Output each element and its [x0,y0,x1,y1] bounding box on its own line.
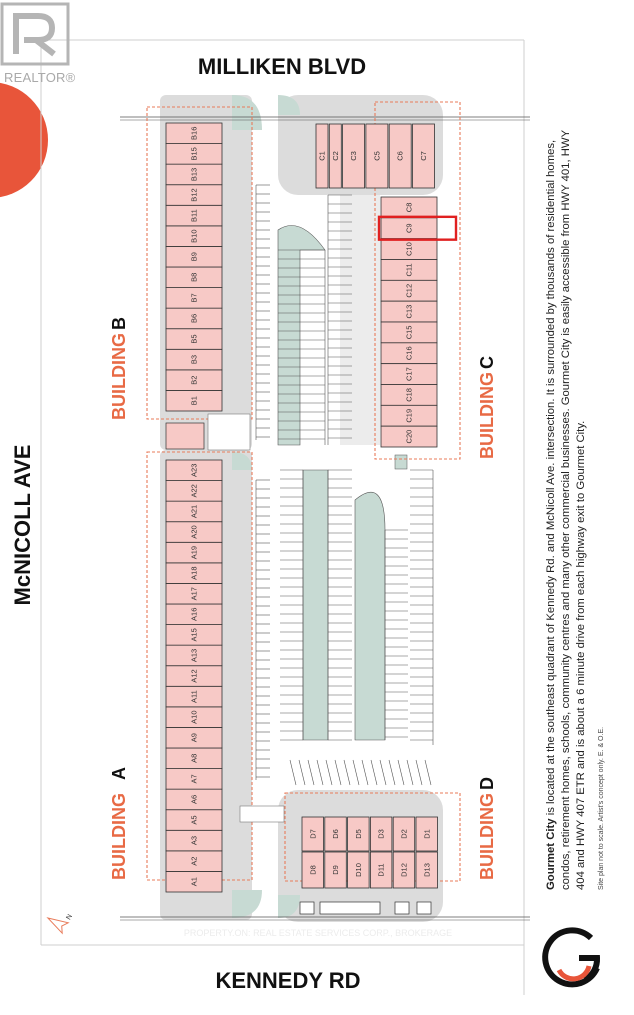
unit-c1 [316,124,328,188]
unit-c9 [381,218,437,239]
unit-label: B9 [189,252,199,262]
building-a-label [109,767,129,880]
unit-c19 [381,405,437,426]
unit-c8 [381,197,437,218]
unit-d12 [393,852,415,888]
building-b-letter: B [109,317,129,330]
unit-a20 [166,522,222,543]
unit-a9 [166,727,222,748]
building-c-label [477,356,497,459]
landscape-island-3 [355,492,385,740]
b-service-area [208,414,250,450]
unit-a12 [166,666,222,687]
unit-d1 [416,817,438,851]
unit-a8 [166,748,222,769]
building-a-units [166,460,222,892]
unit-label: C13 [404,304,414,319]
unit-c7 [413,124,435,188]
unit-label: C17 [404,367,414,381]
unit-b9 [166,246,222,267]
unit-label: C16 [404,346,414,361]
unit-label: B13 [189,167,199,182]
unit-label: A20 [189,525,199,539]
street-west: McNICOLL AVE [10,444,35,606]
unit-label: A10 [189,710,199,724]
unit-d10 [348,852,370,888]
unit-label: B15 [189,147,199,161]
unit-b8 [166,267,222,288]
unit-a22 [166,481,222,502]
unit-b5 [166,329,222,350]
unit-b3 [166,349,222,370]
unit-a13 [166,645,222,666]
unit-label: D9 [331,865,341,875]
unit-d13 [416,852,438,888]
unit-a21 [166,501,222,522]
unit-c11 [381,260,437,281]
unit-b6 [166,308,222,329]
unit-a23 [166,460,222,481]
unit-label: A15 [189,628,199,642]
unit-a2 [166,851,222,872]
unit-label: A18 [189,566,199,580]
unit-c10 [381,239,437,260]
unit-b15 [166,144,222,165]
unit-label: B7 [189,293,199,303]
unit-a11 [166,686,222,707]
unit-label: D10 [353,863,363,877]
building-a-letter: A [109,767,129,780]
unit-c18 [381,385,437,406]
unit-c6 [389,124,411,188]
unit-b13 [166,164,222,185]
unit-label: B5 [189,334,199,344]
north-arrow-icon [45,906,74,934]
unit-label: B6 [189,313,199,324]
unit-d11 [370,852,392,888]
unit-label: B11 [189,209,199,222]
unit-label: C19 [404,408,414,423]
street-south: KENNEDY RD [215,968,361,993]
unit-d9 [325,852,347,888]
unit-label: B12 [189,188,199,202]
unit-d7 [302,817,324,851]
unit-label: C10 [404,242,414,256]
description-line-2: condos, retirement homes, schools, community centres and many other commercial businesses. Gourmet City is easily accessible from HWY 401, HWY [560,129,572,890]
unit-label: C8 [404,202,414,213]
unit-d3 [370,817,392,851]
unit-label: A7 [189,774,199,784]
description-block [545,129,605,890]
unit-a3 [166,830,222,851]
site-plan-note: Site plan not to scale. Artist's concept only. E. & O.E. [598,726,605,890]
unit-b12 [166,185,222,206]
unit-label: D6 [331,829,341,839]
unit-label: B3 [189,354,199,365]
b-end-structure [166,423,204,449]
unit-b7 [166,288,222,309]
unit-label: B2 [189,375,199,385]
unit-label: A8 [189,753,199,763]
unit-label: D13 [422,863,432,877]
unit-c13 [381,301,437,322]
unit-label: A17 [189,587,199,601]
unit-label: A12 [189,669,199,683]
unit-c15 [381,322,437,343]
unit-c20 [381,426,437,447]
gourmet-city-logo-icon [545,930,597,984]
unit-b11 [166,205,222,226]
description-line-1: Gourmet City is located at the southeast quadrant of Kennedy Rd. and McNicoll Ave. intersection. It is surrounded by thousands of residential homes, [545,139,557,890]
landscape-corner-4 [232,890,262,918]
lot-c-drive [340,195,380,445]
unit-a5 [166,810,222,831]
unit-label: A16 [189,607,199,621]
unit-label: B10 [189,229,199,243]
unit-label: D3 [376,829,386,839]
unit-label: C12 [404,283,414,298]
building-c-prefix: BUILDING [477,372,497,459]
landscape-corner-2 [232,95,262,130]
unit-label: C18 [404,388,414,402]
unit-label: D5 [353,829,363,839]
unit-label: A22 [189,484,199,498]
unit-label: A19 [189,545,199,560]
building-b-units [166,123,222,411]
unit-a6 [166,789,222,810]
landscape-square [395,455,407,469]
unit-label: D8 [308,865,318,875]
unit-d2 [393,817,415,851]
unit-label: A9 [189,733,199,743]
unit-a15 [166,625,222,646]
unit-label: D7 [308,829,318,839]
building-b-label [109,317,129,420]
building-d-prefix: BUILDING [477,793,497,880]
unit-label: A1 [189,877,199,887]
brokerage-watermark: PROPERTY.ON: REAL ESTATE SERVICES CORP., BROKERAGE [183,928,453,938]
building-a-prefix: BUILDING [109,793,129,880]
svg-text:N: N [65,913,74,922]
unit-label: B16 [189,126,199,140]
unit-label: D11 [376,863,386,877]
unit-label: D1 [422,829,432,839]
unit-d8 [302,852,324,888]
unit-label: C1 [317,151,327,161]
unit-a10 [166,707,222,728]
unit-label: D12 [399,863,409,877]
a-d-connector [240,806,284,822]
street-north: MILLIKEN BLVD [197,54,367,79]
unit-label: C9 [404,223,414,234]
unit-label: A23 [189,463,199,477]
unit-label: C3 [349,151,359,161]
unit-label: C2 [330,151,340,161]
unit-label: B1 [189,396,199,406]
unit-label: C6 [395,151,405,161]
unit-b10 [166,226,222,247]
unit-a1 [166,871,222,892]
unit-c16 [381,343,437,364]
unit-c2 [329,124,341,188]
unit-a7 [166,769,222,790]
building-c-letter: C [477,356,497,369]
unit-a17 [166,583,222,604]
unit-c5 [366,124,388,188]
unit-label: C11 [404,263,414,277]
unit-label: C5 [372,151,382,161]
unit-d5 [348,817,370,851]
unit-a16 [166,604,222,625]
landscape-island-2 [303,470,328,740]
building-b-prefix: BUILDING [109,333,129,420]
realtor-label: REALTOR® [4,70,76,85]
unit-label: A3 [189,835,199,846]
unit-label: A13 [189,648,199,663]
unit-label: A21 [189,504,199,519]
unit-d6 [325,817,347,851]
unit-b1 [166,390,222,411]
unit-c3 [343,124,365,188]
unit-b16 [166,123,222,144]
unit-c17 [381,364,437,385]
description-line-3: 404 and HWY 407 ETR and is about a 6 minute drive from each highway exit to Gourmet City. [575,420,587,890]
building-d-label [477,777,497,880]
unit-a19 [166,542,222,563]
building-d-letter: D [477,777,497,790]
unit-label: D2 [399,829,409,839]
unit-label: C15 [404,325,414,340]
unit-label: A11 [189,690,199,703]
unit-c12 [381,280,437,301]
unit-a18 [166,563,222,584]
unit-label: A2 [189,856,199,866]
unit-label: A5 [189,815,199,825]
unit-label: C20 [404,429,414,444]
unit-b2 [166,370,222,391]
unit-label: B8 [189,272,199,282]
unit-label: C7 [419,151,428,161]
unit-label: A6 [189,794,199,805]
